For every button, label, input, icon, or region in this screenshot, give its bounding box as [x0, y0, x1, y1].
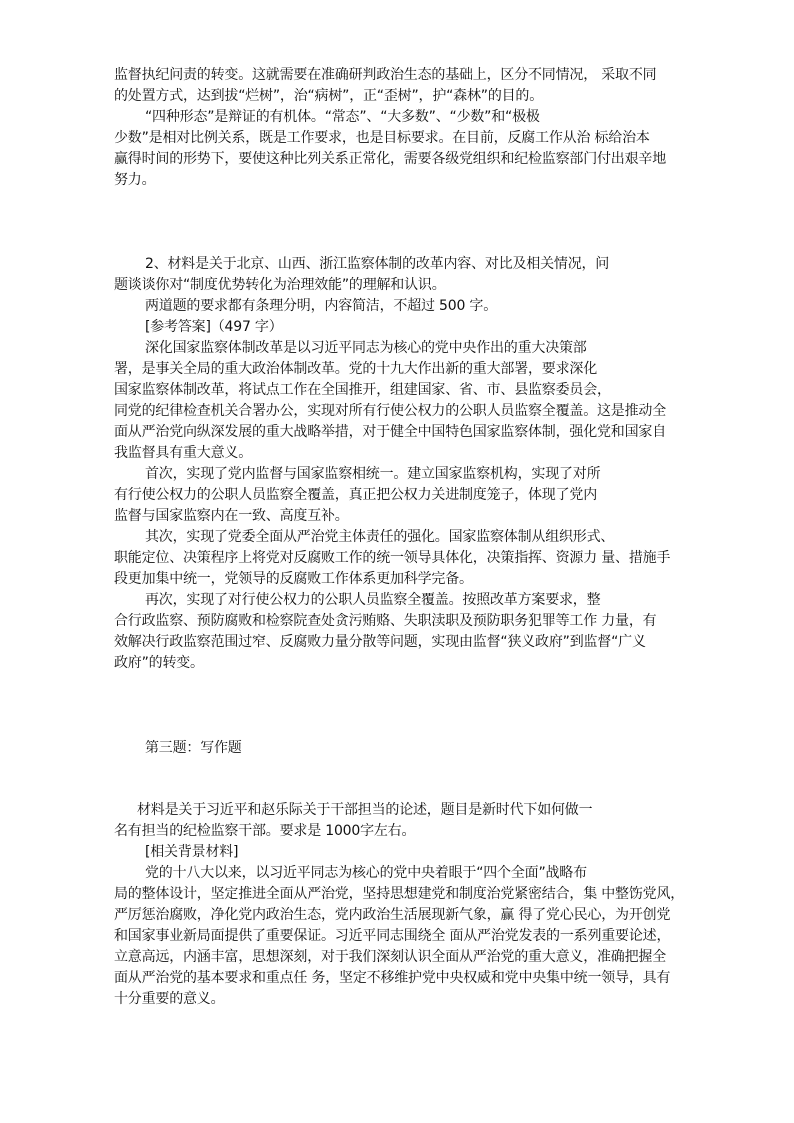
text-line: 首次，实现了党内监督与国家监察相统一。建立国家监察机构，实现了对所 [145, 466, 601, 482]
text-line: 局的整体设计，坚定推进全面从严治党，坚持思想建党和制度治党紧密结合，集 中整饬党风， [114, 886, 685, 902]
section-title: 第三题：写作题 [145, 740, 242, 756]
text-line: 我监督具有重大意义。 [114, 445, 252, 461]
text-line: “四种形态”是辩证的有机体。“常态”、“大多数”、“少数”和“极极 [145, 109, 540, 125]
text-line: 署，是事关全局的重大政治体制改革。党的十九大作出新的重大部署，要求深化 [114, 361, 597, 377]
text-line: 深化国家监察体制改革是以习近平同志为核心的党中央作出的重大决策部 [145, 340, 587, 356]
text-line: 和国家事业新局面提供了重要保证。习近平同志围绕全 面从严治党发表的一系列重要论述， [114, 928, 671, 944]
text-line: 其次，实现了党委全面从严治党主体责任的强化。国家监察体制从组织形式、 [145, 529, 615, 545]
text-line: 段更加集中统一，党领导的反腐败工作体系更加科学完备。 [114, 571, 473, 587]
text-line: 的处置方式，达到拔“烂树”，治“病树”，正“歪树”，护“森林”的目的。 [114, 88, 544, 104]
text-line: 十分重要的意义。 [114, 991, 225, 1007]
text-line: 再次，实现了对行使公权力的公职人员监察全覆盖。按照改革方案要求，整 [145, 592, 601, 608]
text-line: 效解决行政监察范围过窄、反腐败力量分散等问题，实现由监督“狭义政府”到监督“广义 [114, 634, 646, 650]
question-text: 2、材料是关于北京、山西、浙江监察体制的改革内容、对比及相关情况，问 [145, 256, 610, 272]
text-line: 监督执纪问责的转变。这就需要在准确研判政治生态的基础上，区分不同情况， 采取不同 [114, 67, 657, 83]
text-line: 严厉惩治腐败，净化党内政治生态，党内政治生活展现新气象，赢 得了党心民心，为开创党 [114, 907, 671, 923]
text-line: 面从严治党向纵深发展的重大战略举措，对于健全中国特色国家监察体制，强化党和国家自 [114, 424, 666, 440]
material-text: 名有担当的纪检监察干部。要求是 1000字左右。 [114, 823, 416, 839]
text-line: 国家监察体制改革，将试点工作在全国推开，组建国家、省、市、县监察委员会， [114, 382, 611, 398]
text-line: 面从严治党的基本要求和重点任 务，坚定不移维护党中央权威和党中央集中统一领导，具有 [114, 970, 671, 986]
answer-label: [参考答案]（497 字） [145, 319, 283, 335]
text-line: 努力。 [114, 172, 156, 188]
requirement-text: 两道题的要求都有条理分明，内容简洁，不超过 500 字。 [145, 298, 498, 314]
text-line: 有行使公权力的公职人员监察全覆盖，真正把公权力关进制度笼子，体现了党内 [114, 487, 597, 503]
text-line: 少数”是相对比例关系，既是工作要求，也是目标要求。在目前，反腐工作从治 标给治本 [114, 130, 650, 146]
text-line: 政府”的转变。 [114, 655, 204, 671]
text-line: 赢得时间的形势下，要使这种比列关系正常化，需要各级党组织和纪检监察部门付出艰辛地 [114, 151, 666, 167]
text-line: 合行政监察、预防腐败和检察院查处贪污贿赂、失职渎职及预防职务犯罪等工作 力量，有 [114, 613, 657, 629]
text-line: 监督与国家监察内在一致、高度互补。 [114, 508, 349, 524]
question-text: 题谈谈你对“制度优势转化为治理效能”的理解和认识。 [114, 277, 446, 293]
text-line: 党的十八大以来，以习近平同志为核心的党中央着眼于“四个全面”战略布 [145, 865, 587, 881]
text-line: 职能定位、决策程序上将党对反腐败工作的统一领导具体化，决策指挥、资源力 量、措施手 [114, 550, 671, 566]
material-text: 材料是关于习近平和赵乐际关于干部担当的论述，题目是新时代下如何做一 [137, 802, 593, 818]
background-label: [相关背景材料] [145, 844, 239, 860]
text-line: 同党的纪律检查机关合署办公，实现对所有行使公权力的公职人员监察全覆盖。这是推动全 [114, 403, 666, 419]
text-line: 立意高远，内涵丰富，思想深刻，对于我们深刻认识全面从严治党的重大意义，准确把握全 [114, 949, 666, 965]
